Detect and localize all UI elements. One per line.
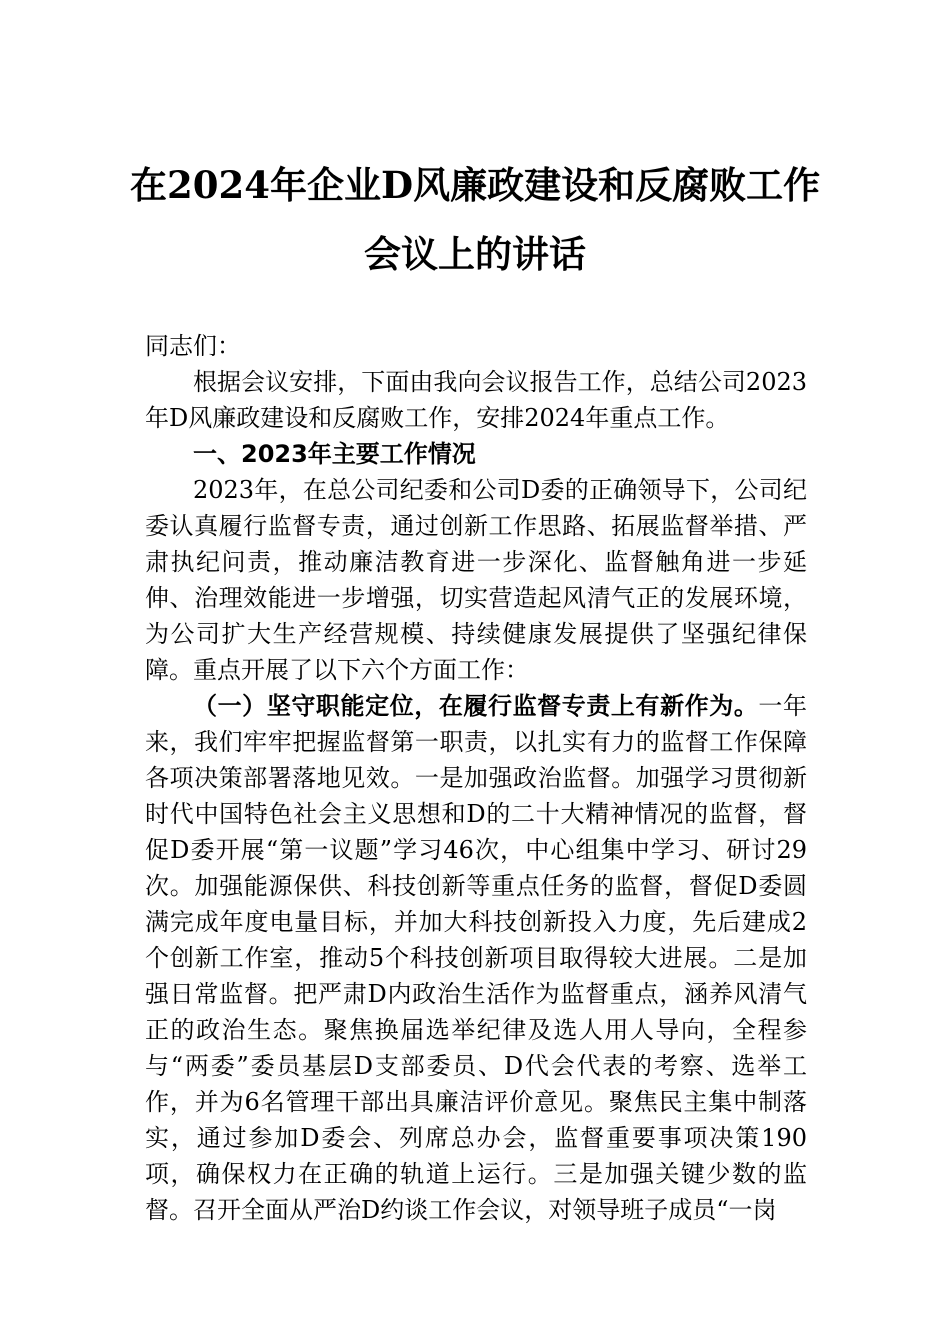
subsection-1-text: 一年来，我们牢牢把握监督第一职责，以扎实有力的监督工作保障各项决策部署落地见效。一是加强政治监督。加强学习贯彻新时代中国特色社会主义思想和D的二十大精神情况的监督，督促D委开展“第一议题”学习46次，中心组集中学习、研讨29次。加强能源保供、科技创新等重点任务的监督，督促D委圆满完成年度电量目标，并加大科技创新投入力度，先后建成2个创新工作室，推动5个科技创新项目取得较大进展。二是加强日常监督。把严肃D内政治生活作为监督重点，涵养风清气正的政治生态。聚焦换届选举纪律及选人用人导向，全程参与“两委”委员基层D支部委员、D代会代表的考察、选举工作，并为6名管理干部出具廉洁评价意见。聚焦民主集中制落实，通过参加D委会、列席总办会，监督重要事项决策190项，确保权力在正确的轨道上运行。三是加强关键少数的监督。召开全面从严治D约谈工作会议，对领导班子成员“一岗 xyxy=(145,692,807,1224)
document-title-line-1: 在2024年企业D风廉政建设和反腐败工作 xyxy=(130,163,821,207)
intro-paragraph: 根据会议安排，下面由我向会议报告工作，总结公司2023年D风廉政建设和反腐败工作，安排2024年重点工作。 xyxy=(145,368,807,432)
document-title-line-2: 会议上的讲话 xyxy=(364,232,586,276)
subsection-1-paragraph xyxy=(145,688,807,1228)
subsection-1-heading: （一）坚守职能定位，在履行监督专责上有新作为。 xyxy=(193,691,759,720)
section-1-paragraph: 2023年，在总公司纪委和公司D委的正确领导下，公司纪委认真履行监督专责，通过创新工作思路、拓展监督举措、严肃执纪问责，推动廉洁教育进一步深化、监督触角进一步延伸、治理效能进一步增强，切实营造起风清气正的发展环境，为公司扩大生产经营规模、持续健康发展提供了坚强纪律保障。重点开展了以下六个方面工作： xyxy=(145,476,807,684)
document-body xyxy=(145,328,807,1328)
section-heading-1: 一、2023年主要工作情况 xyxy=(193,440,476,468)
salutation: 同志们： xyxy=(145,332,241,360)
